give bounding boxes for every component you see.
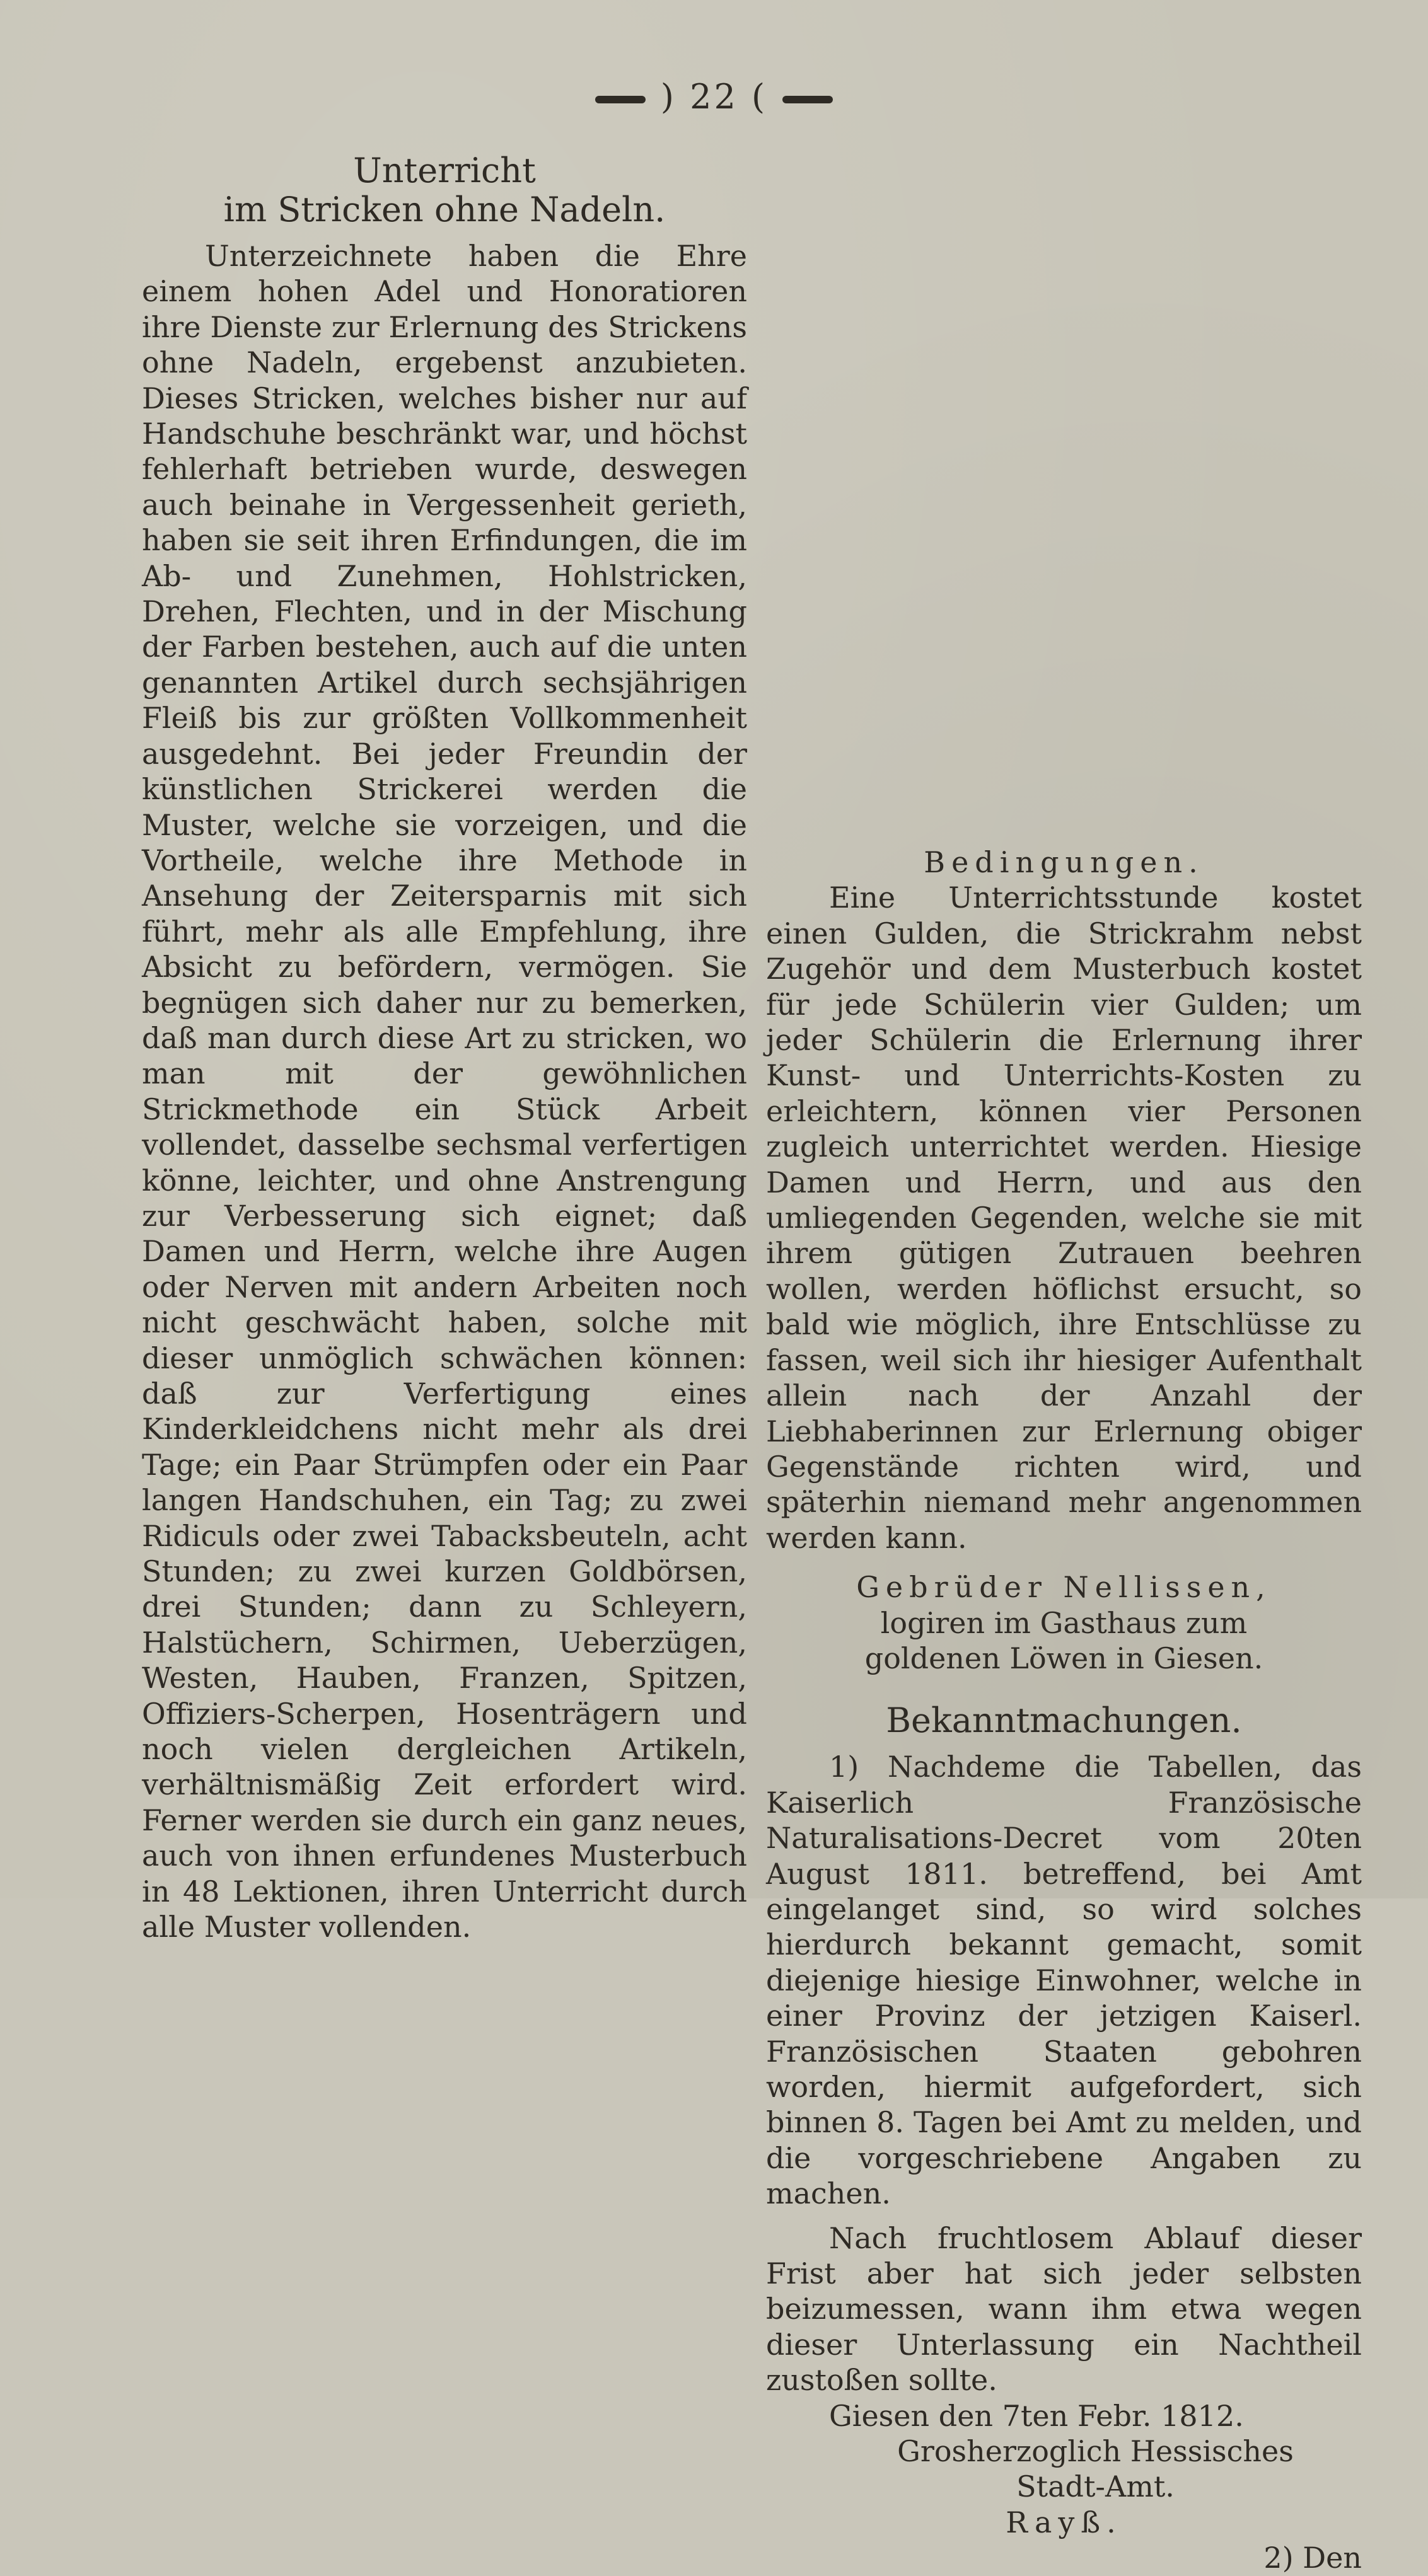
issuing-office: Grosherzoglich Hessisches Stadt-Amt.: [897, 2434, 1294, 2504]
article-subtitle: im Stricken ohne Nadeln.: [223, 190, 666, 229]
signature-name: Gebrüder Nellissen,: [856, 1570, 1272, 1605]
announcement-item-1: 1) Nachdeme die Tabellen, das Kaiserlich Französische Naturalisations-Decret vom 20ten August 1811. betreffend, bei Amt eingelanget sind, so wird solches hierdurch bekannt gemacht, somit diejenige hiesige Einwohner, welche in einer Provinz der jetzigen Kaiserl. Französischen Staaten gebohren worden, hiermit aufgefordert, sich binnen 8. Tagen bei Amt zu melden, und die vorgeschriebene Angaben zu machen.: [766, 1750, 1362, 2211]
catchword: 2) Den: [1263, 2541, 1362, 2575]
page-number: ) 22 (: [660, 77, 768, 117]
page-header: [0, 77, 1428, 117]
conditions-text: Eine Unterrichtsstunde kostet einen Gulden, die Strickrahm nebst Zugehör und dem Musterbuch kostet für jede Schülerin vier Gulden; um jeder Schülerin die Erlernung ihrer Kunst- und Unterrichts-Kosten zu erleichtern, können vier Personen zugleich unterrichtet werden. Hiesige Damen und Herrn, und aus den umliegenden Gegenden, welche sie mit ihrem gütigen Zutrauen beehren wollen, werden höflichst ersucht, so bald wie möglich, ihre Entschlüsse zu fassen, weil sich ihr hiesiger Aufenthalt allein nach der Anzahl der Liebhaberinnen zur Erlernung obiger Gegenstände richten wird, und späterhin niemand mehr angenommen werden kann.: [766, 881, 1362, 1555]
left-column: [142, 151, 747, 1945]
article-title: Unterricht: [353, 151, 536, 190]
header-rule-right: [782, 96, 833, 103]
official-name: Rayß.: [1006, 2505, 1122, 2539]
announcements-title: Bekanntmachungen.: [886, 1701, 1242, 1741]
announcement-date: Giesen den 7ten Febr. 1812.: [829, 2398, 1244, 2433]
header-rule-left: [595, 96, 646, 103]
article-body: Unterzeichnete haben die Ehre einem hohen Adel und Honoratioren ihre Dienste zur Erlernung des Strickens ohne Nadeln, ergebenst anzubieten. Dieses Stricken, welches bisher nur auf Handschuhe beschränkt war, und höchst fehlerhaft betrieben wurde, deswegen auch beinahe in Vergessenheit gerieth, haben sie seit ihren Erfindungen, die im Ab- und Zunehmen, Hohlstricken, Drehen, Flechten, und in der Mischung der Farben bestehen, auch auf die unten genannten Artikel durch sechsjährigen Fleiß bis zur größten Vollkommenheit ausgedehnt. Bei jeder Freundin der künstlichen Strickerei werden die Muster, welche sie vorzeigen, und die Vortheile, welche ihre Methode in Ansehung der Zeitersparnis mit sich führt, mehr als alle Empfehlung, ihre Absicht zu befördern, vermögen. Sie begnügen sich daher nur zu bemerken, daß man durch diese Art zu stricken, wo man mit der gewöhnlichen Strickmethode ein Stück Arbeit vollendet, dasselbe sechsmal verfertigen könne, leichter, und ohne Anstrengung zur Verbesserung sich eignet; daß Damen und Herrn, welche ihre Augen oder Nerven mit andern Arbeiten noch nicht geschwächt haben, solche mit dieser unmöglich schwächen können: daß zur Verfertigung eines Kinderkleidchens nicht mehr als drei Tage; ein Paar Strümpfen oder ein Paar langen Handschuhen, ein Tag; zu zwei Ridiculs oder zwei Tabacksbeuteln, acht Stunden; zu zwei kurzen Goldbörsen, drei Stunden; dann zu Schleyern, Halstüchern, Schirmen, Ueberzügen, Westen, Hauben, Franzen, Spitzen, Offiziers-Scherpen, Hosenträgern und noch vielen dergleichen Artikeln, verhältnismäßig Zeit erfordert wird. Ferner werden sie durch ein ganz neues, auch von ihnen erfundenes Musterbuch in 48 Lektionen, ihren Unterricht durch alle Muster vollenden.: [142, 239, 747, 1944]
announcement-item-1-continued: Nach fruchtlosem Ablauf dieser Frist aber hat sich jeder selbsten beizumessen, wann ihm etwa wegen dieser Unterlassung ein Nachtheil zustoßen sollte.: [766, 2221, 1362, 2398]
signature-address: logiren im Gasthaus zum goldenen Löwen in Giesen.: [864, 1605, 1263, 1675]
conditions-heading: Bedingungen.: [924, 845, 1204, 879]
right-column: [766, 845, 1362, 2576]
